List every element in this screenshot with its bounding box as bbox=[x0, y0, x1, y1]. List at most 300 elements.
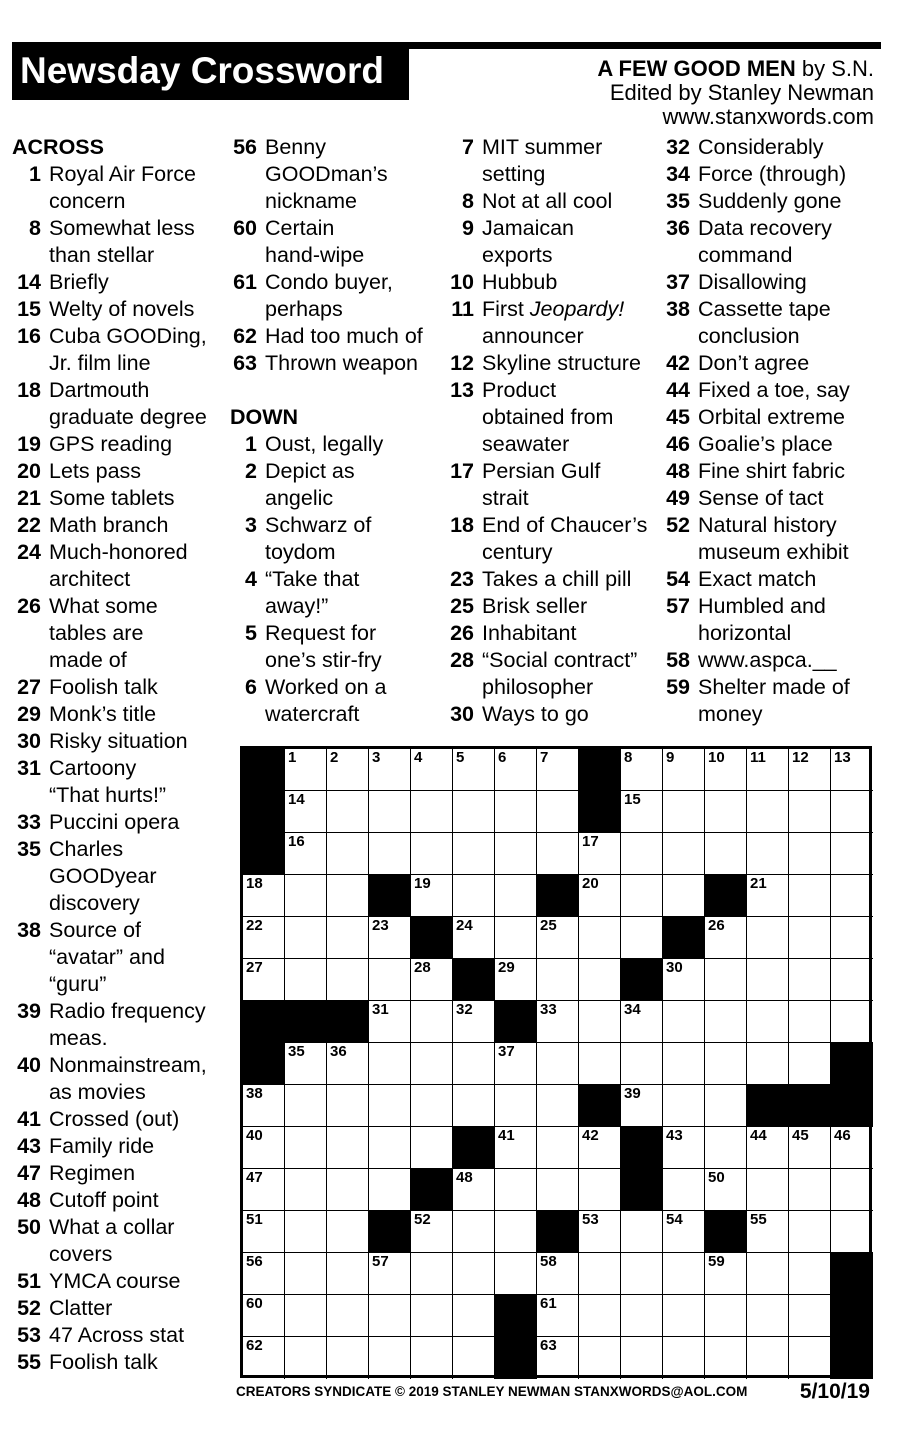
grid-cell[interactable] bbox=[789, 749, 831, 791]
grid-cell[interactable] bbox=[621, 1295, 663, 1337]
across-clue-19[interactable] bbox=[12, 431, 228, 458]
grid-cell[interactable] bbox=[369, 1169, 411, 1211]
grid-cell[interactable] bbox=[537, 1169, 579, 1211]
down-clue-28[interactable] bbox=[447, 647, 662, 701]
grid-cell[interactable] bbox=[663, 791, 705, 833]
grid-cell[interactable] bbox=[831, 917, 873, 959]
grid-cell[interactable] bbox=[579, 1337, 621, 1379]
down-clue-42[interactable] bbox=[662, 350, 882, 377]
grid-cell[interactable] bbox=[663, 959, 705, 1001]
grid-cell[interactable] bbox=[453, 1085, 495, 1127]
grid-cell[interactable] bbox=[537, 1337, 579, 1379]
grid-cell[interactable] bbox=[327, 1169, 369, 1211]
grid-cell[interactable] bbox=[663, 1337, 705, 1379]
clue-number: 9 bbox=[462, 216, 474, 240]
across-clue-60[interactable] bbox=[230, 215, 445, 269]
grid-cell[interactable] bbox=[537, 1253, 579, 1295]
grid-cell[interactable] bbox=[285, 1337, 327, 1379]
across-clue-15[interactable] bbox=[12, 296, 228, 323]
grid-cell[interactable] bbox=[411, 1337, 453, 1379]
grid-block bbox=[537, 1211, 579, 1253]
grid-cell[interactable] bbox=[789, 917, 831, 959]
grid-cell[interactable] bbox=[243, 1253, 285, 1295]
grid-cell[interactable] bbox=[747, 749, 789, 791]
grid-cell[interactable] bbox=[411, 1211, 453, 1253]
grid-block bbox=[243, 1043, 285, 1085]
grid-cell[interactable] bbox=[705, 791, 747, 833]
grid-cell[interactable] bbox=[411, 833, 453, 875]
across-clue-38[interactable] bbox=[12, 917, 228, 998]
grid-cell[interactable] bbox=[327, 1085, 369, 1127]
down-clue-25[interactable] bbox=[447, 593, 662, 620]
grid-cell[interactable] bbox=[369, 1043, 411, 1085]
across-clue-31[interactable] bbox=[12, 755, 228, 809]
grid-cell[interactable] bbox=[579, 1001, 621, 1043]
down-clue-34[interactable] bbox=[662, 161, 882, 188]
grid-cell[interactable] bbox=[285, 1043, 327, 1085]
down-clue-4[interactable] bbox=[230, 566, 445, 620]
grid-cell[interactable] bbox=[663, 833, 705, 875]
grid-cell[interactable] bbox=[705, 1295, 747, 1337]
across-clue-30[interactable] bbox=[12, 728, 228, 755]
grid-cell[interactable] bbox=[621, 917, 663, 959]
grid-cell[interactable] bbox=[369, 749, 411, 791]
grid-cell[interactable] bbox=[495, 1169, 537, 1211]
grid-cell[interactable] bbox=[285, 917, 327, 959]
grid-cell[interactable] bbox=[621, 1211, 663, 1253]
cell-number: 2 bbox=[330, 749, 339, 766]
grid-cell[interactable] bbox=[537, 1127, 579, 1169]
grid-cell[interactable] bbox=[537, 959, 579, 1001]
grid-cell[interactable] bbox=[453, 1337, 495, 1379]
across-clue-40[interactable] bbox=[12, 1052, 228, 1106]
down-clue-48[interactable] bbox=[662, 458, 882, 485]
grid-cell[interactable] bbox=[243, 1169, 285, 1211]
grid-cell[interactable] bbox=[831, 1127, 873, 1169]
down-clue-58[interactable] bbox=[662, 647, 882, 674]
grid-cell[interactable] bbox=[789, 1295, 831, 1337]
across-clue-47[interactable] bbox=[12, 1160, 228, 1187]
grid-cell[interactable] bbox=[411, 1253, 453, 1295]
grid-cell[interactable] bbox=[537, 833, 579, 875]
grid-cell[interactable] bbox=[327, 1295, 369, 1337]
byline bbox=[597, 57, 874, 129]
grid-cell[interactable] bbox=[705, 1043, 747, 1085]
clue-text: Fine shirt fabric bbox=[698, 459, 845, 483]
grid-cell[interactable] bbox=[789, 1337, 831, 1379]
grid-cell[interactable] bbox=[663, 1085, 705, 1127]
grid-cell[interactable] bbox=[621, 1253, 663, 1295]
cell-number: 40 bbox=[246, 1127, 263, 1144]
clue-text: Takes a chill pill bbox=[482, 567, 632, 591]
grid-cell[interactable] bbox=[663, 1295, 705, 1337]
grid-cell[interactable] bbox=[789, 875, 831, 917]
grid-cell[interactable] bbox=[453, 1169, 495, 1211]
down-clue-10[interactable] bbox=[447, 269, 662, 296]
grid-cell[interactable] bbox=[369, 1337, 411, 1379]
cell-number: 16 bbox=[288, 833, 305, 850]
grid-cell[interactable] bbox=[705, 917, 747, 959]
grid-cell[interactable] bbox=[285, 1127, 327, 1169]
website[interactable]: www.stanxwords.com bbox=[662, 104, 874, 129]
grid-cell[interactable] bbox=[789, 1169, 831, 1211]
down-clue-30[interactable] bbox=[447, 701, 662, 728]
across-clue-53[interactable] bbox=[12, 1322, 228, 1349]
grid-cell[interactable] bbox=[453, 1295, 495, 1337]
grid-cell[interactable] bbox=[705, 1253, 747, 1295]
grid-cell[interactable] bbox=[327, 1127, 369, 1169]
cell-number: 37 bbox=[498, 1043, 515, 1060]
grid-cell[interactable] bbox=[621, 875, 663, 917]
grid-cell[interactable] bbox=[747, 1211, 789, 1253]
grid-cell[interactable] bbox=[369, 1001, 411, 1043]
grid-cell[interactable] bbox=[411, 875, 453, 917]
grid-cell[interactable] bbox=[831, 833, 873, 875]
grid-cell[interactable] bbox=[831, 875, 873, 917]
grid-cell[interactable] bbox=[789, 1043, 831, 1085]
down-clue-9[interactable] bbox=[447, 215, 662, 269]
grid-cell[interactable] bbox=[621, 749, 663, 791]
across-clue-41[interactable] bbox=[12, 1106, 228, 1133]
grid-cell[interactable] bbox=[831, 791, 873, 833]
grid-cell[interactable] bbox=[579, 1127, 621, 1169]
grid-cell[interactable] bbox=[495, 875, 537, 917]
grid-cell[interactable] bbox=[579, 1043, 621, 1085]
grid-cell[interactable] bbox=[285, 959, 327, 1001]
grid-cell[interactable] bbox=[369, 959, 411, 1001]
across-clue-14[interactable] bbox=[12, 269, 228, 296]
grid-cell[interactable] bbox=[789, 1211, 831, 1253]
grid-cell[interactable] bbox=[831, 1169, 873, 1211]
down-clue-52[interactable] bbox=[662, 512, 882, 566]
cell-number: 31 bbox=[372, 1001, 389, 1018]
grid-cell[interactable] bbox=[747, 1337, 789, 1379]
grid-cell[interactable] bbox=[537, 917, 579, 959]
grid-cell[interactable] bbox=[285, 833, 327, 875]
grid-cell[interactable] bbox=[705, 833, 747, 875]
cell-number: 43 bbox=[666, 1127, 683, 1144]
grid-cell[interactable] bbox=[663, 749, 705, 791]
down-clue-49[interactable] bbox=[662, 485, 882, 512]
across-clue-33[interactable] bbox=[12, 809, 228, 836]
down-clue-32[interactable] bbox=[662, 134, 882, 161]
down-clue-3[interactable] bbox=[230, 512, 445, 566]
grid-cell[interactable] bbox=[579, 875, 621, 917]
grid-cell[interactable] bbox=[663, 1043, 705, 1085]
grid-cell[interactable] bbox=[579, 833, 621, 875]
grid-cell[interactable] bbox=[789, 959, 831, 1001]
grid-cell[interactable] bbox=[747, 1253, 789, 1295]
grid-cell[interactable] bbox=[621, 1337, 663, 1379]
grid-cell[interactable] bbox=[579, 917, 621, 959]
grid-cell[interactable] bbox=[243, 1337, 285, 1379]
grid-cell[interactable] bbox=[495, 1211, 537, 1253]
down-clue-45[interactable] bbox=[662, 404, 882, 431]
grid-cell[interactable] bbox=[831, 1211, 873, 1253]
grid-cell[interactable] bbox=[327, 917, 369, 959]
grid-cell[interactable] bbox=[327, 959, 369, 1001]
grid-cell[interactable] bbox=[705, 1127, 747, 1169]
grid-cell[interactable] bbox=[369, 1085, 411, 1127]
grid-block bbox=[621, 1169, 663, 1211]
grid-cell[interactable] bbox=[495, 1043, 537, 1085]
grid-cell[interactable] bbox=[411, 1043, 453, 1085]
grid-cell[interactable] bbox=[747, 1169, 789, 1211]
grid-cell[interactable] bbox=[453, 1211, 495, 1253]
grid-cell[interactable] bbox=[579, 1211, 621, 1253]
clue-text: Hubbub bbox=[482, 270, 558, 294]
grid-cell[interactable] bbox=[747, 1127, 789, 1169]
grid-cell[interactable] bbox=[747, 959, 789, 1001]
clue-number: 40 bbox=[17, 1053, 41, 1077]
clue-text: Math branch bbox=[49, 513, 169, 537]
grid-cell[interactable] bbox=[369, 1295, 411, 1337]
grid-cell[interactable] bbox=[453, 875, 495, 917]
grid-cell[interactable] bbox=[285, 1211, 327, 1253]
down-clue-2[interactable] bbox=[230, 458, 445, 512]
across-clue-27[interactable] bbox=[12, 674, 228, 701]
clue-number: 56 bbox=[233, 135, 257, 159]
grid-cell[interactable] bbox=[747, 917, 789, 959]
grid-cell[interactable] bbox=[285, 1295, 327, 1337]
grid-cell[interactable] bbox=[663, 1253, 705, 1295]
grid-cell[interactable] bbox=[495, 1253, 537, 1295]
grid-cell[interactable] bbox=[789, 791, 831, 833]
grid-cell[interactable] bbox=[789, 833, 831, 875]
across-clue-18[interactable] bbox=[12, 377, 228, 431]
down-clue-5[interactable] bbox=[230, 620, 445, 674]
grid-cell[interactable] bbox=[327, 1337, 369, 1379]
grid-cell[interactable] bbox=[327, 749, 369, 791]
grid-cell[interactable] bbox=[327, 1043, 369, 1085]
grid-cell[interactable] bbox=[285, 749, 327, 791]
down-clue-7[interactable] bbox=[447, 134, 662, 188]
grid-cell[interactable] bbox=[411, 1295, 453, 1337]
grid-cell[interactable] bbox=[369, 1253, 411, 1295]
grid-cell[interactable] bbox=[831, 1001, 873, 1043]
across-clue-8[interactable] bbox=[12, 215, 228, 269]
clue-number: 52 bbox=[666, 513, 690, 537]
grid-cell[interactable] bbox=[579, 1169, 621, 1211]
clue-number: 22 bbox=[17, 513, 41, 537]
grid-cell[interactable] bbox=[663, 1127, 705, 1169]
cell-number: 36 bbox=[330, 1043, 347, 1060]
across-clue-43[interactable] bbox=[12, 1133, 228, 1160]
grid-cell[interactable] bbox=[579, 1253, 621, 1295]
grid-cell[interactable] bbox=[705, 1169, 747, 1211]
clue-number: 14 bbox=[17, 270, 41, 294]
down-clue-36[interactable] bbox=[662, 215, 882, 269]
grid-cell[interactable] bbox=[369, 1127, 411, 1169]
across-clue-55[interactable] bbox=[12, 1349, 228, 1376]
grid-cell[interactable] bbox=[789, 1001, 831, 1043]
grid-cell[interactable] bbox=[411, 1085, 453, 1127]
clue-number: 17 bbox=[450, 459, 474, 483]
grid-cell[interactable] bbox=[243, 1085, 285, 1127]
down-clue-1[interactable] bbox=[230, 431, 445, 458]
grid-cell[interactable] bbox=[747, 833, 789, 875]
cell-number: 41 bbox=[498, 1127, 515, 1144]
grid-cell[interactable] bbox=[453, 1001, 495, 1043]
grid-cell[interactable] bbox=[789, 1253, 831, 1295]
down-clue-46[interactable] bbox=[662, 431, 882, 458]
grid-cell[interactable] bbox=[705, 1085, 747, 1127]
down-clue-23[interactable] bbox=[447, 566, 662, 593]
grid-cell[interactable] bbox=[789, 1127, 831, 1169]
grid-cell[interactable] bbox=[705, 749, 747, 791]
grid-cell[interactable] bbox=[495, 917, 537, 959]
across-clue-51[interactable] bbox=[12, 1268, 228, 1295]
grid-cell[interactable] bbox=[453, 1043, 495, 1085]
clue-text: Some tablets bbox=[49, 486, 175, 510]
grid-cell[interactable] bbox=[663, 875, 705, 917]
clue-text: Risky situation bbox=[49, 729, 188, 753]
down-clue-18[interactable] bbox=[447, 512, 662, 566]
across-clue-48[interactable] bbox=[12, 1187, 228, 1214]
grid-cell[interactable] bbox=[243, 1211, 285, 1253]
clue-number: 37 bbox=[666, 270, 690, 294]
down-clue-38[interactable] bbox=[662, 296, 882, 350]
grid-cell[interactable] bbox=[243, 1295, 285, 1337]
grid-cell[interactable] bbox=[453, 917, 495, 959]
grid-cell[interactable] bbox=[747, 1001, 789, 1043]
across-clue-26[interactable] bbox=[12, 593, 228, 674]
grid-cell[interactable] bbox=[411, 791, 453, 833]
across-clue-24[interactable] bbox=[12, 539, 228, 593]
grid-cell[interactable] bbox=[453, 749, 495, 791]
grid-cell[interactable] bbox=[369, 791, 411, 833]
grid-cell[interactable] bbox=[369, 917, 411, 959]
grid-cell[interactable] bbox=[411, 1001, 453, 1043]
grid-cell[interactable] bbox=[495, 749, 537, 791]
grid-cell[interactable] bbox=[705, 1001, 747, 1043]
clue-text: Radio frequency meas. bbox=[49, 999, 206, 1050]
down-clue-17[interactable] bbox=[447, 458, 662, 512]
grid-cell[interactable] bbox=[327, 1211, 369, 1253]
across-clue-52[interactable] bbox=[12, 1295, 228, 1322]
grid-cell[interactable] bbox=[747, 1295, 789, 1337]
clue-number: 48 bbox=[17, 1188, 41, 1212]
grid-cell[interactable] bbox=[327, 875, 369, 917]
grid-cell[interactable] bbox=[747, 875, 789, 917]
down-clue-59[interactable] bbox=[662, 674, 882, 728]
grid-cell[interactable] bbox=[243, 959, 285, 1001]
grid-cell[interactable] bbox=[705, 959, 747, 1001]
grid-cell[interactable] bbox=[705, 1337, 747, 1379]
clue-number: 2 bbox=[245, 459, 257, 483]
grid-cell[interactable] bbox=[285, 1169, 327, 1211]
across-clue-22[interactable] bbox=[12, 512, 228, 539]
across-clue-39[interactable] bbox=[12, 998, 228, 1052]
grid-cell[interactable] bbox=[537, 1001, 579, 1043]
down-clue-57[interactable] bbox=[662, 593, 882, 647]
grid-cell[interactable] bbox=[537, 1043, 579, 1085]
grid-cell[interactable] bbox=[831, 749, 873, 791]
grid-cell[interactable] bbox=[327, 833, 369, 875]
grid-cell[interactable] bbox=[453, 833, 495, 875]
across-clue-35[interactable] bbox=[12, 836, 228, 917]
grid-cell[interactable] bbox=[663, 1001, 705, 1043]
down-clue-37[interactable] bbox=[662, 269, 882, 296]
down-clue-8[interactable] bbox=[447, 188, 662, 215]
grid-cell[interactable] bbox=[537, 1295, 579, 1337]
down-clue-13[interactable] bbox=[447, 377, 662, 458]
grid-cell[interactable] bbox=[537, 791, 579, 833]
grid-cell[interactable] bbox=[537, 1085, 579, 1127]
grid-cell[interactable] bbox=[621, 1085, 663, 1127]
grid-cell[interactable] bbox=[579, 1295, 621, 1337]
grid-cell[interactable] bbox=[285, 875, 327, 917]
grid-cell[interactable] bbox=[495, 959, 537, 1001]
grid-cell[interactable] bbox=[495, 833, 537, 875]
across-clue-62[interactable] bbox=[230, 323, 445, 350]
clue-text: Fixed a toe, say bbox=[698, 378, 850, 402]
across-clue-50[interactable] bbox=[12, 1214, 228, 1268]
across-clue-63[interactable] bbox=[230, 350, 445, 377]
across-clue-20[interactable] bbox=[12, 458, 228, 485]
grid-cell[interactable] bbox=[495, 1127, 537, 1169]
grid-cell[interactable] bbox=[453, 791, 495, 833]
grid-cell[interactable] bbox=[621, 791, 663, 833]
down-clue-11[interactable] bbox=[447, 296, 662, 350]
grid-cell[interactable] bbox=[243, 1127, 285, 1169]
grid-cell[interactable] bbox=[621, 1043, 663, 1085]
across-clue-16[interactable] bbox=[12, 323, 228, 377]
cell-number: 13 bbox=[834, 749, 851, 766]
down-clue-44[interactable] bbox=[662, 377, 882, 404]
grid-cell[interactable] bbox=[621, 1001, 663, 1043]
across-clue-61[interactable] bbox=[230, 269, 445, 323]
grid-cell[interactable] bbox=[453, 1253, 495, 1295]
grid-cell[interactable] bbox=[747, 791, 789, 833]
grid-cell[interactable] bbox=[243, 917, 285, 959]
cell-number: 35 bbox=[288, 1043, 305, 1060]
down-clue-6[interactable] bbox=[230, 674, 445, 728]
cell-number: 6 bbox=[498, 749, 507, 766]
grid-cell[interactable] bbox=[285, 1253, 327, 1295]
down-clue-26[interactable] bbox=[447, 620, 662, 647]
grid-cell[interactable] bbox=[411, 959, 453, 1001]
down-clue-54[interactable] bbox=[662, 566, 882, 593]
grid-cell[interactable] bbox=[411, 1127, 453, 1169]
grid-cell[interactable] bbox=[579, 959, 621, 1001]
grid-cell[interactable] bbox=[747, 1043, 789, 1085]
grid-cell[interactable] bbox=[369, 833, 411, 875]
grid-cell[interactable] bbox=[243, 875, 285, 917]
across-clue-21[interactable] bbox=[12, 485, 228, 512]
across-clue-29[interactable] bbox=[12, 701, 228, 728]
down-clue-35[interactable] bbox=[662, 188, 882, 215]
grid-cell[interactable] bbox=[663, 1169, 705, 1211]
grid-cell[interactable] bbox=[327, 791, 369, 833]
clue-text: Force (through) bbox=[698, 162, 847, 186]
grid-cell[interactable] bbox=[537, 749, 579, 791]
grid-cell[interactable] bbox=[831, 959, 873, 1001]
clue-text: Somewhat less than stellar bbox=[49, 216, 195, 267]
grid-cell[interactable] bbox=[285, 791, 327, 833]
down-clue-12[interactable] bbox=[447, 350, 662, 377]
grid-cell[interactable] bbox=[663, 1211, 705, 1253]
across-clue-56[interactable] bbox=[230, 134, 445, 215]
grid-cell[interactable] bbox=[495, 791, 537, 833]
grid-cell[interactable] bbox=[411, 749, 453, 791]
grid-cell[interactable] bbox=[495, 1085, 537, 1127]
grid-cell[interactable] bbox=[621, 833, 663, 875]
grid-cell[interactable] bbox=[327, 1253, 369, 1295]
grid-cell[interactable] bbox=[285, 1085, 327, 1127]
clue-text: Brisk seller bbox=[482, 594, 588, 618]
across-clue-1[interactable] bbox=[12, 161, 228, 215]
